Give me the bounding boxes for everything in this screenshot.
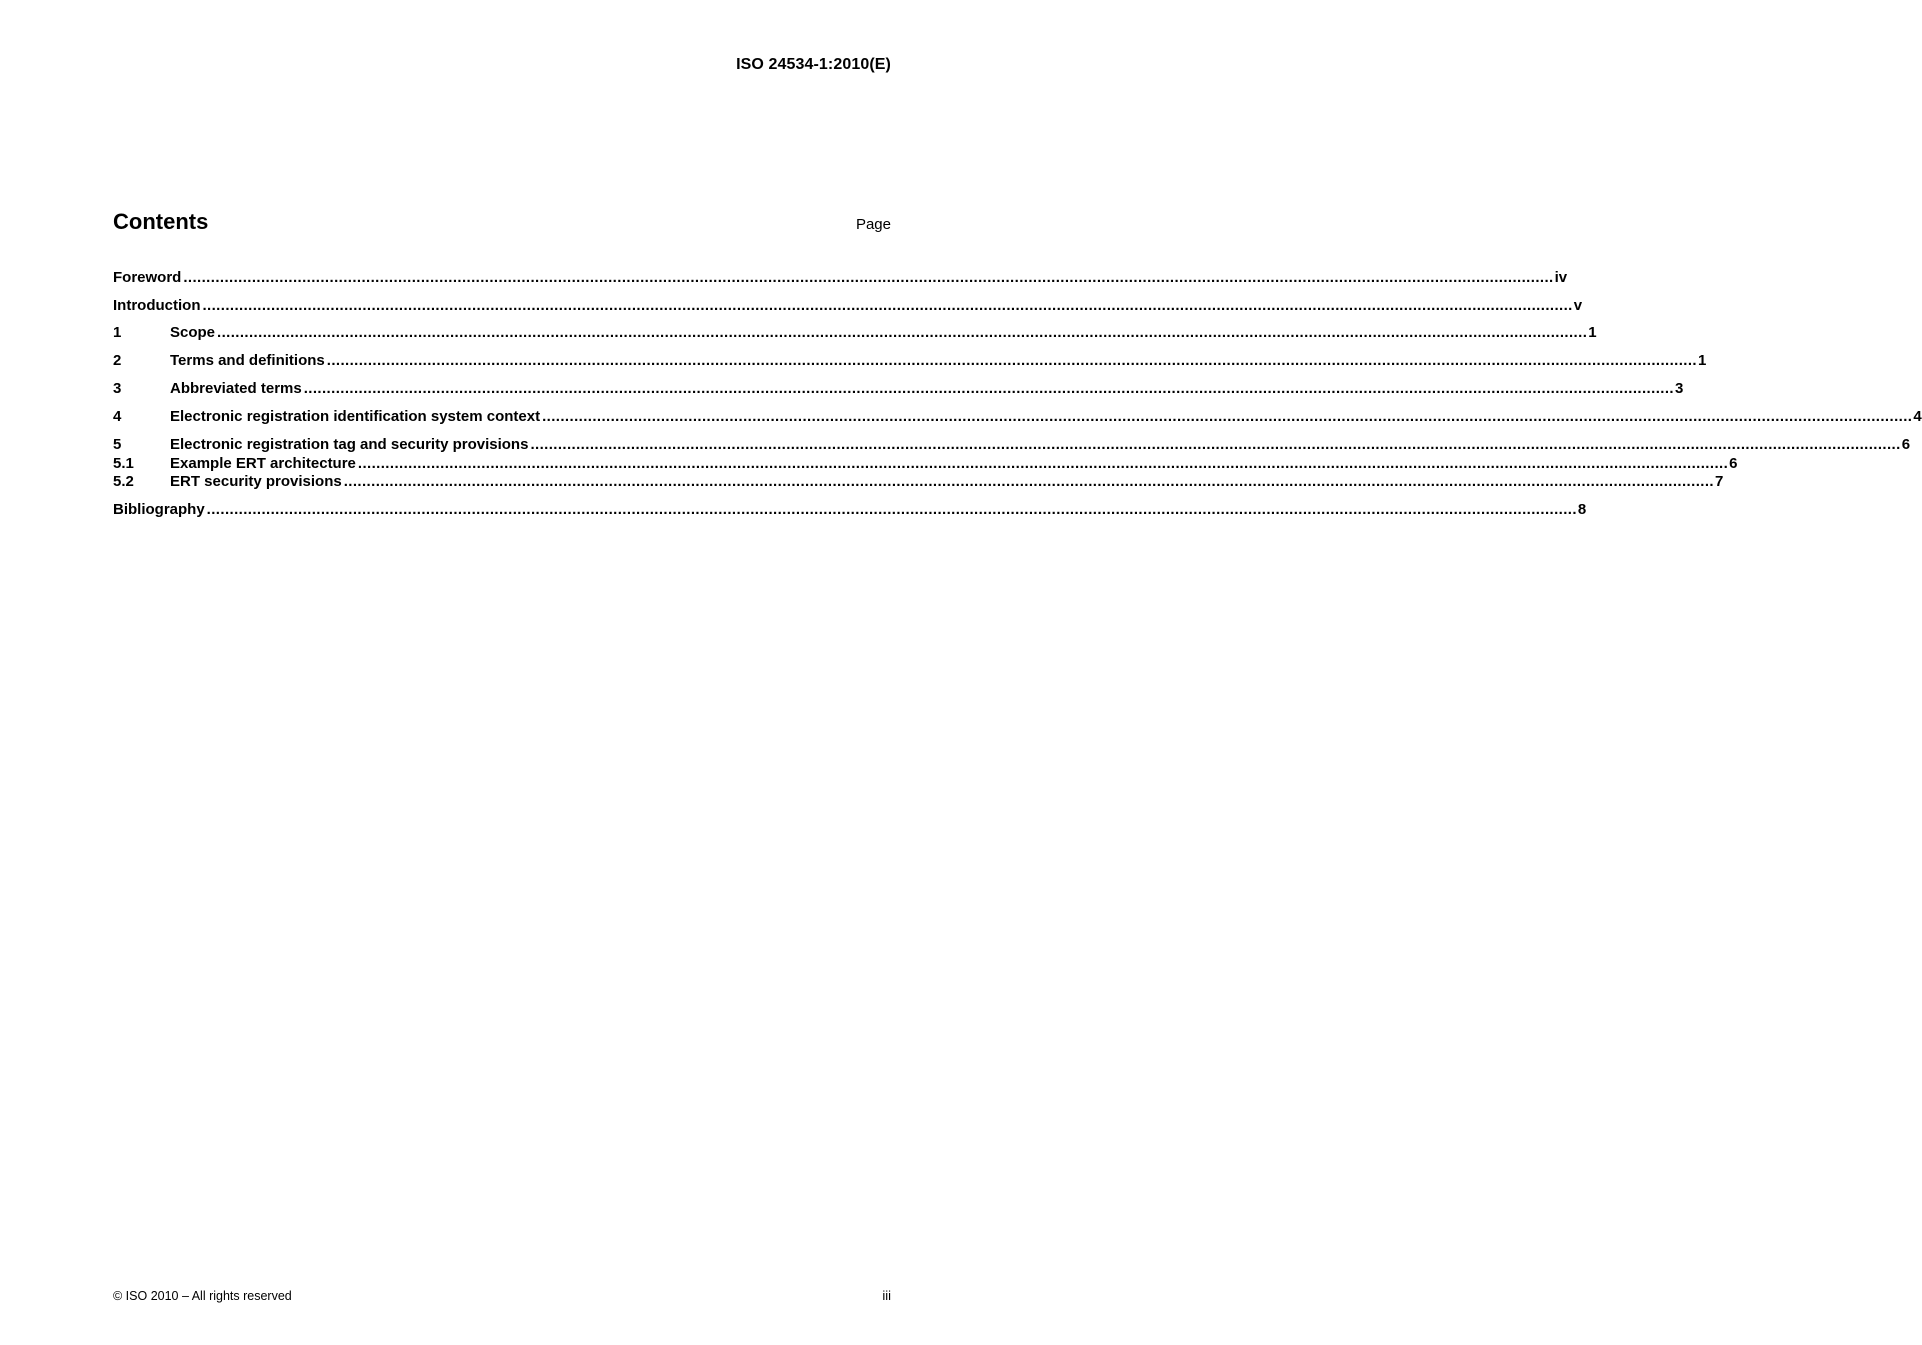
toc-entry-page: v [1573,297,1583,314]
toc-entry-page: 6 [1729,455,1738,472]
toc-entry-bibliography[interactable] [113,501,1587,519]
toc-entry-tag-and-security[interactable] [113,436,1911,454]
toc-entry-title: Terms and definitions [170,352,325,369]
toc-entry-abbreviated-terms[interactable] [113,380,1684,398]
toc-entry-title: Introduction [113,297,201,314]
toc-entry-page: 1 [1588,324,1597,341]
toc-entry-title: ERT security provisions [170,473,342,490]
toc-entry-system-context[interactable] [113,408,1922,426]
toc-entry-terms-and-definitions[interactable] [113,352,1707,370]
toc-leader-dots: ............................................................................................................................................................................................................................................................................................................ [206,501,1577,518]
page-column-label: Page [855,216,891,233]
toc-leader-dots: ............................................................................................................................................................................................................................................................................................................ [326,352,1697,369]
toc-entry-number: 4 [113,408,122,425]
toc-entry-number: 5.2 [113,473,134,490]
toc-entry-scope[interactable] [113,324,1597,342]
toc-entry-title: Abbreviated terms [170,380,302,397]
toc-entry-foreword[interactable] [113,269,1568,287]
toc-entry-number: 2 [113,352,122,369]
toc-entry-number: 5.1 [113,455,134,472]
toc-leader-dots: ............................................................................................................................................................................................................................................................................................................ [202,297,1573,314]
contents-heading-row [113,209,891,235]
toc-entry-title: Bibliography [113,501,205,518]
toc-entry-introduction[interactable] [113,297,1583,315]
toc-entry-page: iv [1554,269,1568,286]
document-id: ISO 24534-1:2010(E) [736,56,891,73]
contents-title: Contents [113,209,209,234]
toc-entry-page: 4 [1913,408,1922,425]
toc-leader-dots: ............................................................................................................................................................................................................................................................................................................ [217,324,1588,341]
toc-leader-dots: ............................................................................................................................................................................................................................................................................................................ [357,455,1729,472]
footer-copyright: © ISO 2010 – All rights reserved [113,1289,292,1303]
toc-entry-title: Example ERT architecture [170,455,356,472]
toc-entry-title: Scope [170,324,216,341]
toc-leader-dots: ............................................................................................................................................................................................................................................................................................................ [183,269,1554,286]
toc-entry-title: Electronic registration tag and security provisions [170,436,529,453]
toc-entry-page: 1 [1698,352,1707,369]
footer-page-number: iii [882,1288,891,1303]
toc-entry-title: Foreword [113,269,182,286]
toc-entry-example-ert-architecture[interactable] [113,455,1738,473]
toc-leader-dots: ............................................................................................................................................................................................................................................................................................................ [542,408,1913,425]
toc-entry-number: 5 [113,436,122,453]
toc-entry-number: 3 [113,380,122,397]
toc-entry-page: 8 [1577,501,1587,518]
toc-entry-page: 3 [1674,380,1684,397]
toc-entry-page: 6 [1901,436,1911,453]
toc-leader-dots: ............................................................................................................................................................................................................................................................................................................ [343,473,1714,490]
toc-leader-dots: ............................................................................................................................................................................................................................................................................................................ [303,380,1674,397]
toc-entry-page: 7 [1714,473,1724,490]
toc-entry-number: 1 [113,324,122,341]
toc-entry-ert-security-provisions[interactable] [113,473,1724,491]
toc-leader-dots: ............................................................................................................................................................................................................................................................................................................ [530,436,1901,453]
toc-entry-title: Electronic registration identification system context [170,408,541,425]
